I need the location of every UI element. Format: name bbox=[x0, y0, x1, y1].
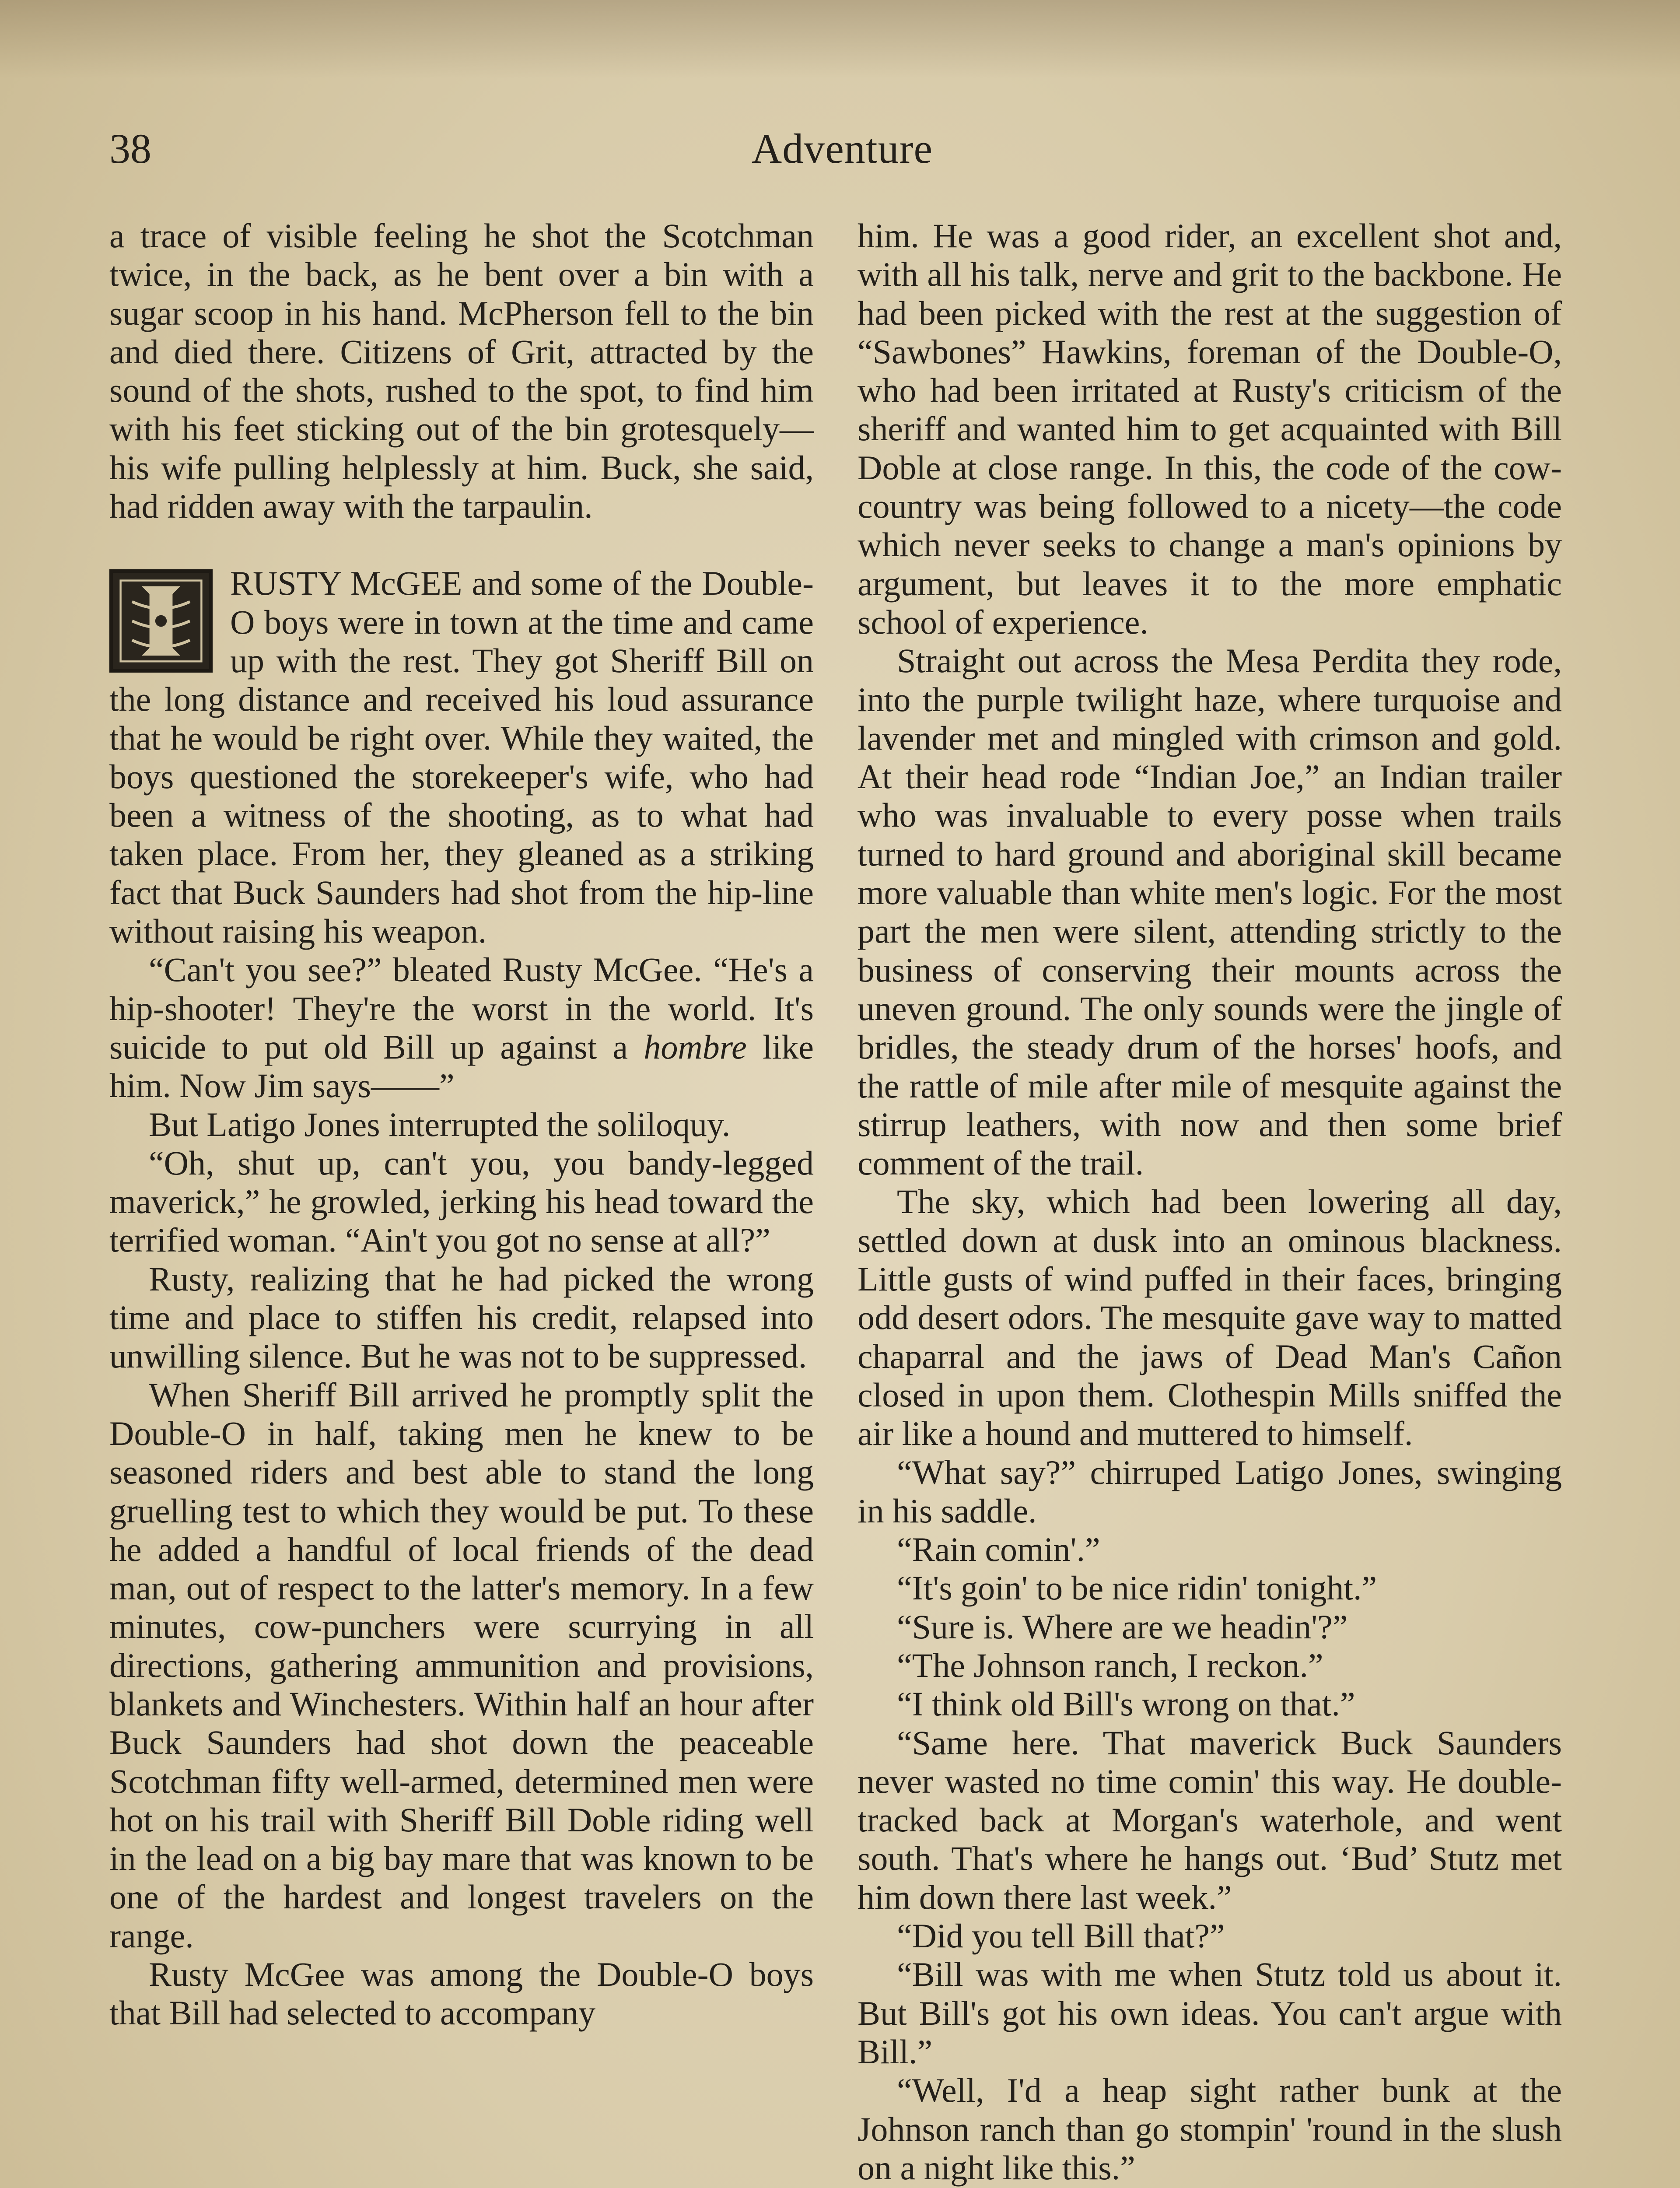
paragraph: When Sheriff Bill arrived he promptly split the Double-O in half, taking men he knew to be seasoned riders and best able to stand the long gruelling test to which they would be put. To these he added a handful of local friends of the dead man, out of respect to the latter's memory. In a few minutes, cow-punchers were scurrying in all directions, gathering ammunition and provisions, blankets and Winchesters. Within half an hour after Buck Saunders had shot down the peaceable Scotchman fifty well-armed, determined men were hot on his trail with Sheriff Bill Doble riding well in the lead on a big bay mare that was known to be one of the hardest and longest travelers on the range. bbox=[109, 1375, 814, 1955]
paragraph: “I think old Bill's wrong on that.” bbox=[897, 1685, 1355, 1723]
dropcap-lead: RUSTY McGEE bbox=[230, 564, 462, 603]
paragraph: “Oh, shut up, can't you, you bandy-legged maverick,” he growled, jerking his head toward the terrified woman. “Ain't you got no sense at all?” bbox=[109, 1143, 814, 1259]
paragraph: Rusty, realizing that he had picked the wrong time and place to stiffen his credit, relapsed into unwilling silence. But he was not to be suppressed. bbox=[109, 1259, 814, 1375]
paragraph: “The Johnson ranch, I reckon.” bbox=[897, 1646, 1323, 1684]
paragraph: “What say?” chirruped Latigo Jones, swinging in his saddle. bbox=[858, 1453, 1562, 1530]
paragraph: “Sure is. Where are we headin'?” bbox=[897, 1607, 1348, 1646]
paragraph: “It's goin' to be nice ridin' tonight.” bbox=[897, 1569, 1377, 1607]
ornamental-initial-icon bbox=[109, 569, 213, 673]
left-column bbox=[109, 217, 814, 2033]
dropcap-rest: and some of the Double-O boys were in town at the time and came up with the rest. They got Sheriff Bill on the long distance and received his loud assurance that he would be right over. While they waited, the boys questioned the storekeeper's wife, who had been a witness of the shooting, as to what had taken place. From her, they gleaned as a striking fact that Buck Saunders had shot from the hip-line without raising his weapon. bbox=[109, 564, 814, 950]
page-number: 38 bbox=[109, 125, 151, 172]
paragraph: “Same here. That maverick Buck Saunders never wasted no time comin' this way. He double-tracked back at Morgan's waterhole, and went south. That's where he hangs out. ‘Bud’ Stutz met him down there last week.” bbox=[858, 1723, 1562, 1916]
paragraph: The sky, which had been lowering all day, settled down at dusk into an ominous blackness. Little gusts of wind puffed in their faces, bringing odd desert odors. The mesquite gave way to matted chaparral and the jaws of Dead Man's Cañon closed in upon them. Clothespin Mills sniffed the air like a hound and muttered to himself. bbox=[858, 1182, 1562, 1453]
paragraph: Rusty McGee was among the Double-O boys that Bill had selected to accompany bbox=[109, 1955, 814, 2032]
running-head bbox=[109, 118, 1575, 179]
section-break bbox=[109, 526, 814, 564]
paragraph: “Rain comin'.” bbox=[897, 1530, 1100, 1569]
paragraph-dropcap bbox=[109, 564, 814, 950]
paragraph: Straight out across the Mesa Perdita they rode, into the purple twilight haze, where turquoise and lavender met and mingled with crimson and gold. At their head rode “Indian Joe,” an Indian trailer who was invaluable to every posse when trails turned to hard ground and aboriginal skill became more valuable than white men's logic. For the most part the men were silent, attending strictly to the business of conserving their mounts across the uneven ground. The only sounds were the jingle of bridles, the steady drum of the horses' hoofs, and the rattle of mile after mile of mesquite against the stirrup leathers, with now and then some brief comment of the trail. bbox=[858, 642, 1562, 1182]
right-column bbox=[858, 217, 1562, 2187]
paragraph: “Well, I'd a heap sight rather bunk at the Johnson ranch than go stompin' 'round in the slush on a night like this.” bbox=[858, 2071, 1562, 2187]
paragraph: “Did you tell Bill that?” bbox=[897, 1917, 1225, 1955]
paragraph: “Can't you see?” bleated Rusty McGee. “He's a hip-shooter! They're the worst in the world. It's suicide to put old Bill up against a hombre like him. Now Jim says——” bbox=[109, 950, 814, 1105]
paragraph: him. He was a good rider, an excellent shot and, with all his talk, nerve and grit to the backbone. He had been picked with the rest at the suggestion of “Sawbones” Hawkins, foreman of the Double-O, who had been irritated at Rusty's criticism of the sheriff and wanted him to get acquainted with Bill Doble at close range. In this, the code of the cow-country was being followed to a nicety—the code which never seeks to change a man's opinions by argument, but leaves it to the more emphatic school of experience. bbox=[858, 217, 1562, 641]
magazine-title: Adventure bbox=[751, 125, 933, 172]
italic-word: hombre bbox=[644, 1027, 747, 1066]
page-edge-shadow bbox=[0, 0, 1680, 79]
paragraph: a trace of visible feeling he shot the Scotchman twice, in the back, as he bent over a bin with a sugar scoop in his hand. McPherson fell to the bin and died there. Citizens of Grit, attracted by the sound of the shots, rushed to the spot, to find him with his feet sticking out of the bin grotesquely—his wife pulling helplessly at him. Buck, she said, had ridden away with the tarpaulin. bbox=[109, 217, 814, 526]
paragraph: “Bill was with me when Stutz told us about it. But Bill's got his own ideas. You can't argue with Bill.” bbox=[858, 1955, 1562, 2071]
paragraph: But Latigo Jones interrupted the soliloquy. bbox=[149, 1105, 731, 1143]
